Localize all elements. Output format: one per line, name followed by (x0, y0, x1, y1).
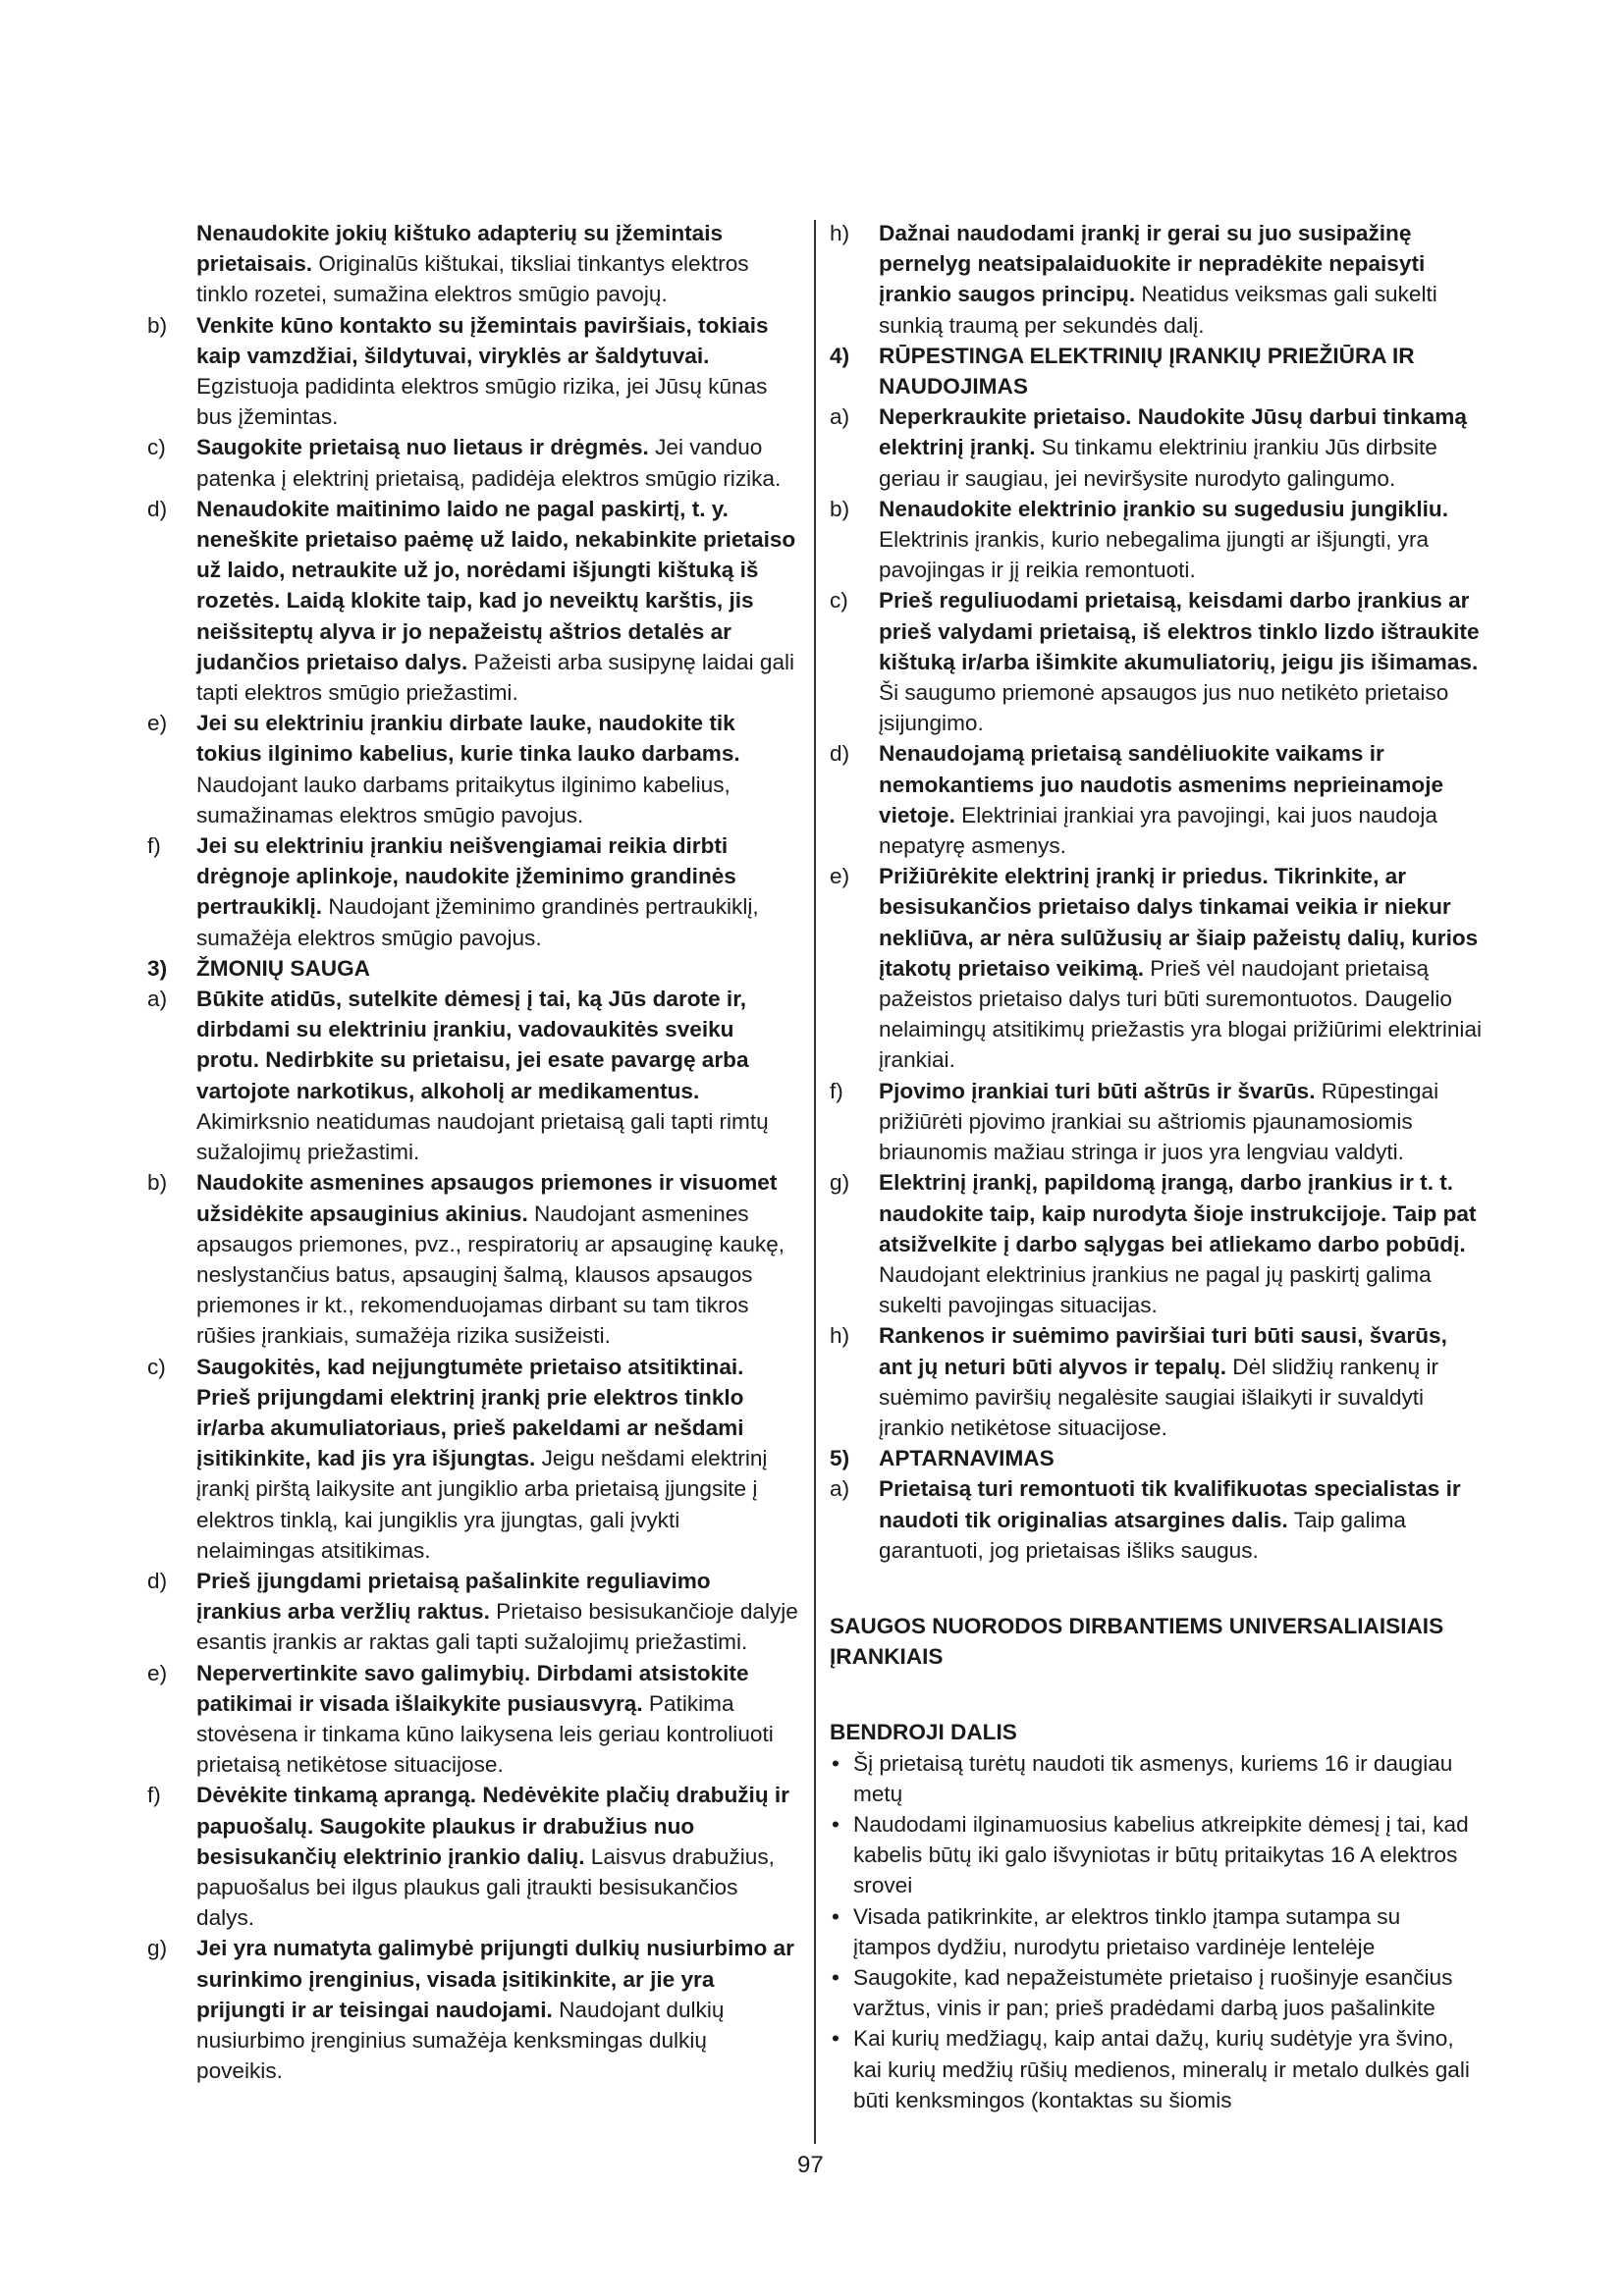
intro-paragraph (147, 218, 799, 310)
page-number: 97 (797, 2152, 824, 2178)
intro-text: Originalūs kištukai, tiksliai tinkantys elektros tinklo rozetei, sumažina elektros smūgio pavojų. (196, 251, 749, 307)
list-item: h) Dažnai naudodami įrankį ir gerai su juo susipažinę pernelyg neatsipalaiduokite ir nepradėkite nepaisyti įrankio saugos principų. Neatidus veiksmas gali sukelti sunkią traumą per sekundės dalį. (830, 221, 1437, 338)
list-item: c) Saugokite prietaisą nuo lietaus ir drėgmės. Jei vanduo patenka į elektrinį prietaisą, padidėja elektros smūgio rizika. (147, 435, 782, 491)
bullet-icon: • (832, 1964, 839, 1990)
list-item: e) Jei su elektriniu įrankiu dirbate lauke, naudokite tik tokius ilginimo kabelius, kurie tinka lauko darbams. Naudojant lauko darbams pritaikytus ilginimo kabelius, sumažinamas elektros smūgio pavojus. (147, 711, 740, 828)
list-item: f) Jei su elektriniu įrankiu neišvengiamai reikia dirbti drėgnoje aplinkoje, naudokite įžeminimo grandinės pertraukiklį. Naudojant įžeminimo grandinės pertraukiklį, sumažėja elektros smūgio pavojus. (147, 833, 759, 950)
left-column (147, 218, 799, 2086)
spacer (830, 1672, 1484, 1717)
bullet-item: • Kai kurių medžiagų, kaip antai dažų, kurių sudėtyje yra švino, kai kurių medžių rūšių medienos, mineralų ir metalo dulkės gali būti kenksmingos (kontaktas su šiomis (830, 2023, 1484, 2115)
list-item: a) Prietaisą turi remontuoti tik kvalifikuotas specialistas ir naudoti tik originalias atsargines dalis. Taip galima garantuoti, jog prietaisas išliks saugus. (830, 1476, 1461, 1563)
list-item: f) Pjovimo įrankiai turi būti aštrūs ir švarūs. Rūpestingai prižiūrėti pjovimo įrankiai su aštriomis pjaunamosiomis briaunomis mažiau stringa ir juos yra lengviau valdyti. (830, 1078, 1439, 1165)
spacer (830, 1566, 1484, 1611)
list-item: f) Dėvėkite tinkamą aprangą. Nedėvėkite plačių drabužių ir papuošalų. Saugokite plaukus ir drabužius nuo besisukančių elektrinio įrankio dalių. Laisvus drabužius, papuošalus bei ilgus plaukus gali įtraukti besisukančios dalys. (147, 1783, 789, 1931)
list-item: e) Prižiūrėkite elektrinį įrankį ir priedus. Tikrinkite, ar besisukančios prietaiso dalys tinkamai veikia ir niekur nekliūva, ar nėra sulūžusių ar šiaip pažeistų dalių, kurios įtakotų prietaiso veikimą. Prieš vėl naudojant prietaisą pažeistos prietaiso dalys turi būti suremontuotos. Daugelio nelaimingų atsitikimų priežastis yra blogai prižiūrimi elektriniai įrankiai. (830, 864, 1483, 1073)
list-item: b) Naudokite asmenines apsaugos priemones ir visuomet užsidėkite apsauginius akinius. Naudojant asmenines apsaugos priemones, pvz., respiratorių ar apsauginę kaukę, neslystančius batus, apsauginį šalmą, klausos apsaugos priemones ir kt., rekomenduojamas dirbant su tam tikros rūšies įrankiais, sumažėja rizika susižeisti. (147, 1170, 785, 1349)
bullet-item: • Visada patikrinkite, ar elektros tinklo įtampa sutampa su įtampos dydžiu, nurodytu prietaiso vardinėje lentelėje (830, 1901, 1484, 1962)
list-item: c) Prieš reguliuodami prietaisą, keisdami darbo įrankius ar prieš valydami prietaisą, iš elektros tinklo lizdo ištraukite kištuką ir/arba išimkite akumuliatorių, jeigu jis išimamas. Ši saugumo priemonė apsaugos jus nuo netikėto prietaiso įsijungimo. (830, 588, 1480, 736)
section-heading-3: 3) ŽMONIŲ SAUGA (147, 955, 370, 981)
bullet-icon: • (832, 1811, 839, 1837)
bullet-item: • Naudodami ilginamuosius kabelius atkreipkite dėmesį į tai, kad kabelis būtų iki galo išvyniotas ir būtų pritaikytas 16 A elektros srovei (830, 1809, 1484, 1901)
list-item: d) Prieš įjungdami prietaisą pašalinkite reguliavimo įrankius arba veržlių raktus. Prietaiso besisukančioje dalyje esantis įrankis ar raktas gali tapti sužalojimų priežastimi. (147, 1568, 798, 1655)
general-title: BENDROJI DALIS (830, 1720, 1017, 1745)
list-item: e) Nepervertinkite savo galimybių. Dirbdami atsistokite patikimai ir visada išlaikykite pusiausvyrą. Patikima stovėsena ir tinkama kūno laikysena leis geriau kontroliuoti prietaisą netikėtose situacijose. (147, 1660, 774, 1778)
section-heading-5: 5) APTARNAVIMAS (830, 1446, 1055, 1471)
list-item: h) Rankenos ir suėmimo paviršiai turi būti sausi, švarūs, ant jų neturi būti alyvos ir tepalų. Dėl slidžių rankenų ir suėmimo paviršių negalėsite saugiai išlaikyti ir suvaldyti įrankio netikėtose situacijose. (830, 1323, 1447, 1440)
list-item: a) Būkite atidūs, sutelkite dėmesį į tai, ką Jūs darote ir, dirbdami su elektriniu įrankiu, vadovaukitės sveiku protu. Nedirbkite su prietaisu, jei esate pavargę arba vartojote narkotikus, alkoholį ar medikamentus. Akimirksnio neatidumas naudojant prietaisą gali tapti rimtų sužalojimų priežastimi. (147, 987, 769, 1165)
intro-bold: Nenaudokite jokių kištuko adapterių su įžemintais prietaisais. (196, 221, 724, 277)
list-item: g) Elektrinį įrankį, papildomą įrangą, darbo įrankius ir t. t. naudokite taip, kaip nurodyta šioje instrukcijoje. Taip pat atsižvelkite į darbo sąlygas bei atliekamo darbo pobūdį. Naudojant elektrinius įrankius ne pagal jų paskirtį galima sukelti pavojingas situacijas. (830, 1170, 1477, 1318)
list-item: g) Jei yra numatyta galimybė prijungti dulkių nusiurbimo ar surinkimo įrenginius, visada įsitikinkite, ar jie yra prijungti ir ar teisingai naudojami. Naudojant dulkių nusiurbimo įrenginius sumažėja kenksmingas dulkių poveikis. (147, 1936, 794, 2084)
list-item: b) Venkite kūno kontakto su įžemintais paviršiais, tokiais kaip vamzdžiai, šildytuvai, viryklės ar šaldytuvai. Egzistuoja padidinta elektros smūgio rizika, jei Jūsų kūnas bus įžemintas. (147, 312, 769, 430)
list-item: d) Nenaudokite maitinimo laido ne pagal paskirtį, t. y. neneškite prietaiso paėmę už laido, nekabinkite prietaiso už laido, netraukite už jo, norėdami išjungti kištuką iš rozetės. Laidą klokite taip, kad jo neveiktų karštis, jis neišsiteptų alyva ir jo nepažeistų aštrios detalės ar judančios prietaiso dalys. Pažeisti arba susipynę laidai gali tapti elektros smūgio priežastimi. (147, 496, 796, 706)
list-item: b) Nenaudokite elektrinio įrankio su sugedusiu jungikliu. Elektrinis įrankis, kurio nebegalima įjungti ar išjungti, yra pavojingas ir jį reikia remontuoti. (830, 496, 1449, 583)
column-divider (814, 220, 816, 2144)
bullet-item: • Saugokite, kad nepažeistumėte prietaiso į ruošinyje esančius varžtus, vinis ir pan; prieš pradėdami darbą juos pašalinkite (830, 1962, 1484, 2023)
bullet-icon: • (832, 1903, 839, 1929)
list-item: a) Neperkraukite prietaiso. Naudokite Jūsų darbui tinkamą elektrinį įrankį. Su tinkamu elektriniu įrankiu Jūs dirbsite geriau ir saugiau, jei neviršysite nurodyto galingumo. (830, 404, 1467, 491)
right-column (830, 218, 1484, 2115)
safety-title: SAUGOS NUORODOS DIRBANTIEMS UNIVERSALIAISIAIS ĮRANKIAIS (830, 1613, 1444, 1670)
list-item: d) Nenaudojamą prietaisą sandėliuokite vaikams ir nemokantiems juo naudotis asmenims neprieinamoje vietoje. Elektriniai įrankiai yra pavojingi, kai juos naudoja nepatyrę asmenys. (830, 741, 1444, 859)
bullet-icon: • (832, 1750, 839, 1776)
list-item: c) Saugokitės, kad neįjungtumėte prietaiso atsitiktinai. Prieš prijungdami elektrinį įrankį prie elektros tinklo ir/arba akumuliatoriaus, prieš pakeldami ar nešdami įsitikinkite, kad jis yra išjungtas. Jeigu nešdami elektrinį įrankį pirštą laikysite ant jungiklio arba prietaisą įjungsite į elektros tinklą, kai jungiklis yra įjungtas, gali įvykti nelaimingas atsitikimas. (147, 1354, 768, 1563)
section-heading-4: 4) RŪPESTINGA ELEKTRINIŲ ĮRANKIŲ PRIEŽIŪRA IR NAUDOJIMAS (830, 343, 1415, 400)
bullet-icon: • (832, 2026, 839, 2052)
bullet-item: • Šį prietaisą turėtų naudoti tik asmenys, kuriems 16 ir daugiau metų (830, 1748, 1484, 1809)
